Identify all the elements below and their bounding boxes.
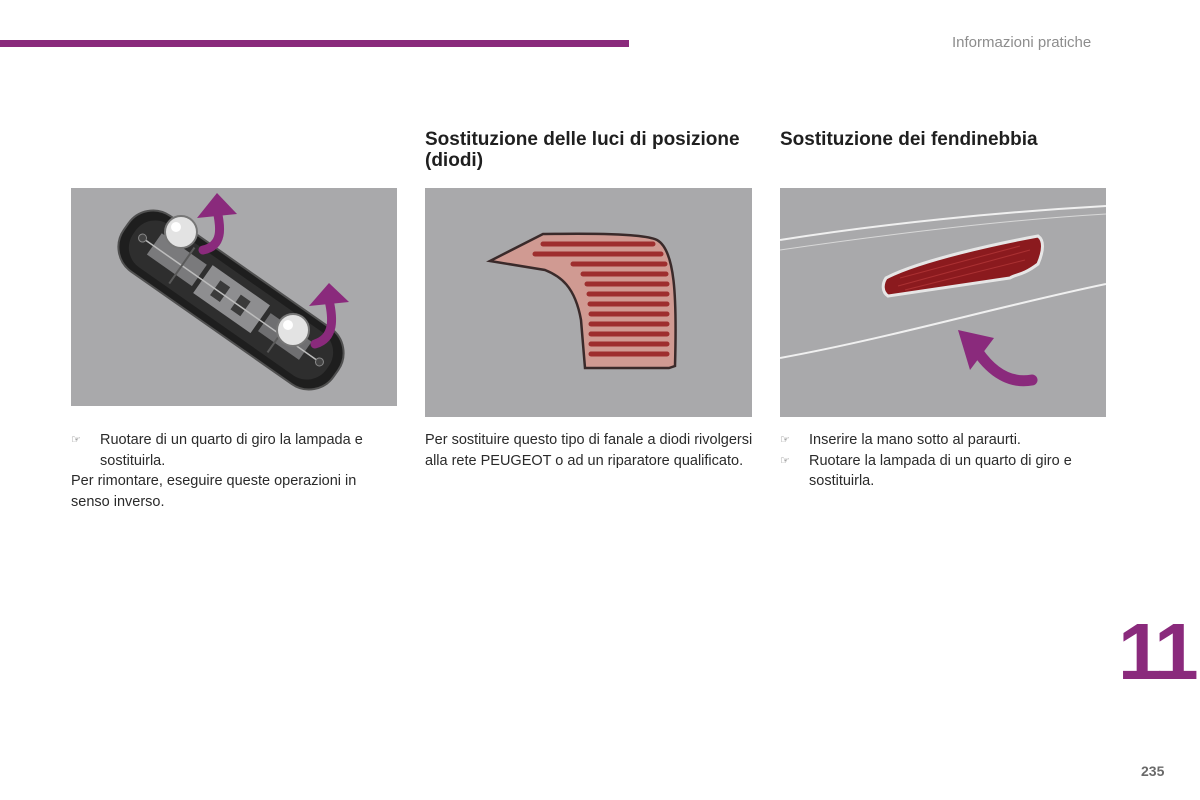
hand-pointer-icon: ☞	[71, 434, 81, 446]
instruction-bullet	[71, 430, 391, 471]
reassembly-paragraph: Per rimontare, eseguire queste operazioni in senso inverso.	[71, 473, 357, 510]
column-2-text	[425, 430, 755, 471]
rear-lamp-holder-illustration	[71, 188, 397, 406]
bullet-text: Ruotare di un quarto di giro la lampada e sostituirla.	[100, 432, 363, 469]
instruction-bullet	[780, 430, 1100, 451]
fog-light-heading: Sostituzione dei fendinebbia	[780, 129, 1038, 150]
bullet-text: Inserire la mano sotto al paraurti.	[809, 432, 1021, 448]
hand-pointer-icon: ☞	[780, 434, 790, 446]
column-3-text	[780, 430, 1100, 492]
column-1-text	[71, 430, 391, 512]
chapter-color-bar	[0, 40, 629, 47]
hand-pointer-icon: ☞	[780, 454, 790, 467]
section-title: Informazioni pratiche	[952, 34, 1092, 51]
page-number: 235	[1141, 763, 1165, 779]
dealer-advice-paragraph: Per sostituire questo tipo di fanale a diodi rivolgersi alla rete PEUGEOT o ad un riparatore qualificato.	[425, 432, 753, 469]
led-position-light-illustration	[425, 188, 752, 417]
chapter-number: 11	[1118, 607, 1195, 696]
fog-light-bumper-illustration	[780, 188, 1106, 417]
instruction-bullet	[780, 451, 1100, 492]
led-position-heading: Sostituzione delle luci di posizione (diodi)	[425, 129, 740, 171]
bullet-text: Ruotare la lampada di un quarto di giro e sostituirla.	[809, 452, 1072, 489]
